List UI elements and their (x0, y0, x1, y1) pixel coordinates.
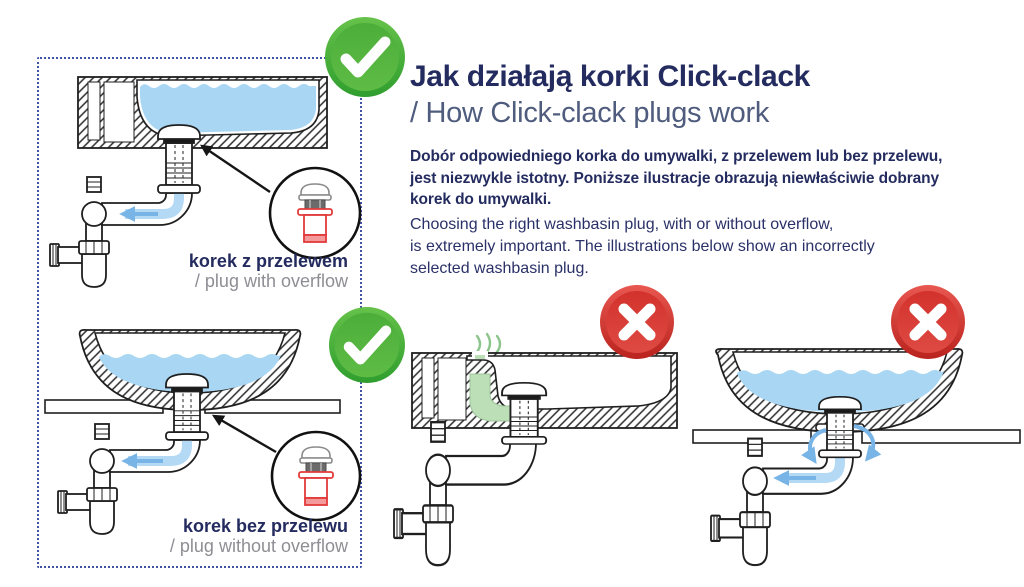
page-title: Jak działają korki Click-clack (410, 60, 810, 93)
caption-plug-with-overflow (130, 251, 348, 291)
x-circle-icon (600, 285, 674, 359)
intro-line: Dobór odpowiedniego korka do umywalki, z przelewem lub bez przelewu, (410, 148, 943, 165)
caption-plug-without-overflow (130, 516, 348, 556)
check-circle-icon (329, 307, 405, 383)
intro-line: Choosing the right washbasin plug, with or without overflow, (410, 216, 834, 233)
caption-pl: korek bez przelewu (182, 516, 348, 536)
caption-pl: korek z przelewem (188, 251, 348, 271)
intro-line: selected washbasin plug. (410, 260, 589, 277)
intro-line: jest niezwykle istotny. Poniższe ilustracje obrazują niewłaściwie dobrany (410, 169, 940, 187)
check-circle-icon (325, 17, 405, 97)
page-subtitle: / How Click-clack plugs work (410, 97, 770, 129)
intro-line: korek do umywalki. (410, 191, 552, 208)
caption-en: / plug without overflow (169, 536, 348, 556)
caption-en: / plug with overflow (194, 271, 348, 291)
intro-paragraph-pl (410, 146, 942, 211)
illustration-wrong-plug-leak (690, 300, 1024, 587)
intro-line: is extremely important. The illustrations below show an incorrectly (410, 238, 875, 255)
intro-paragraph-en (410, 214, 875, 280)
x-circle-icon (891, 285, 965, 359)
